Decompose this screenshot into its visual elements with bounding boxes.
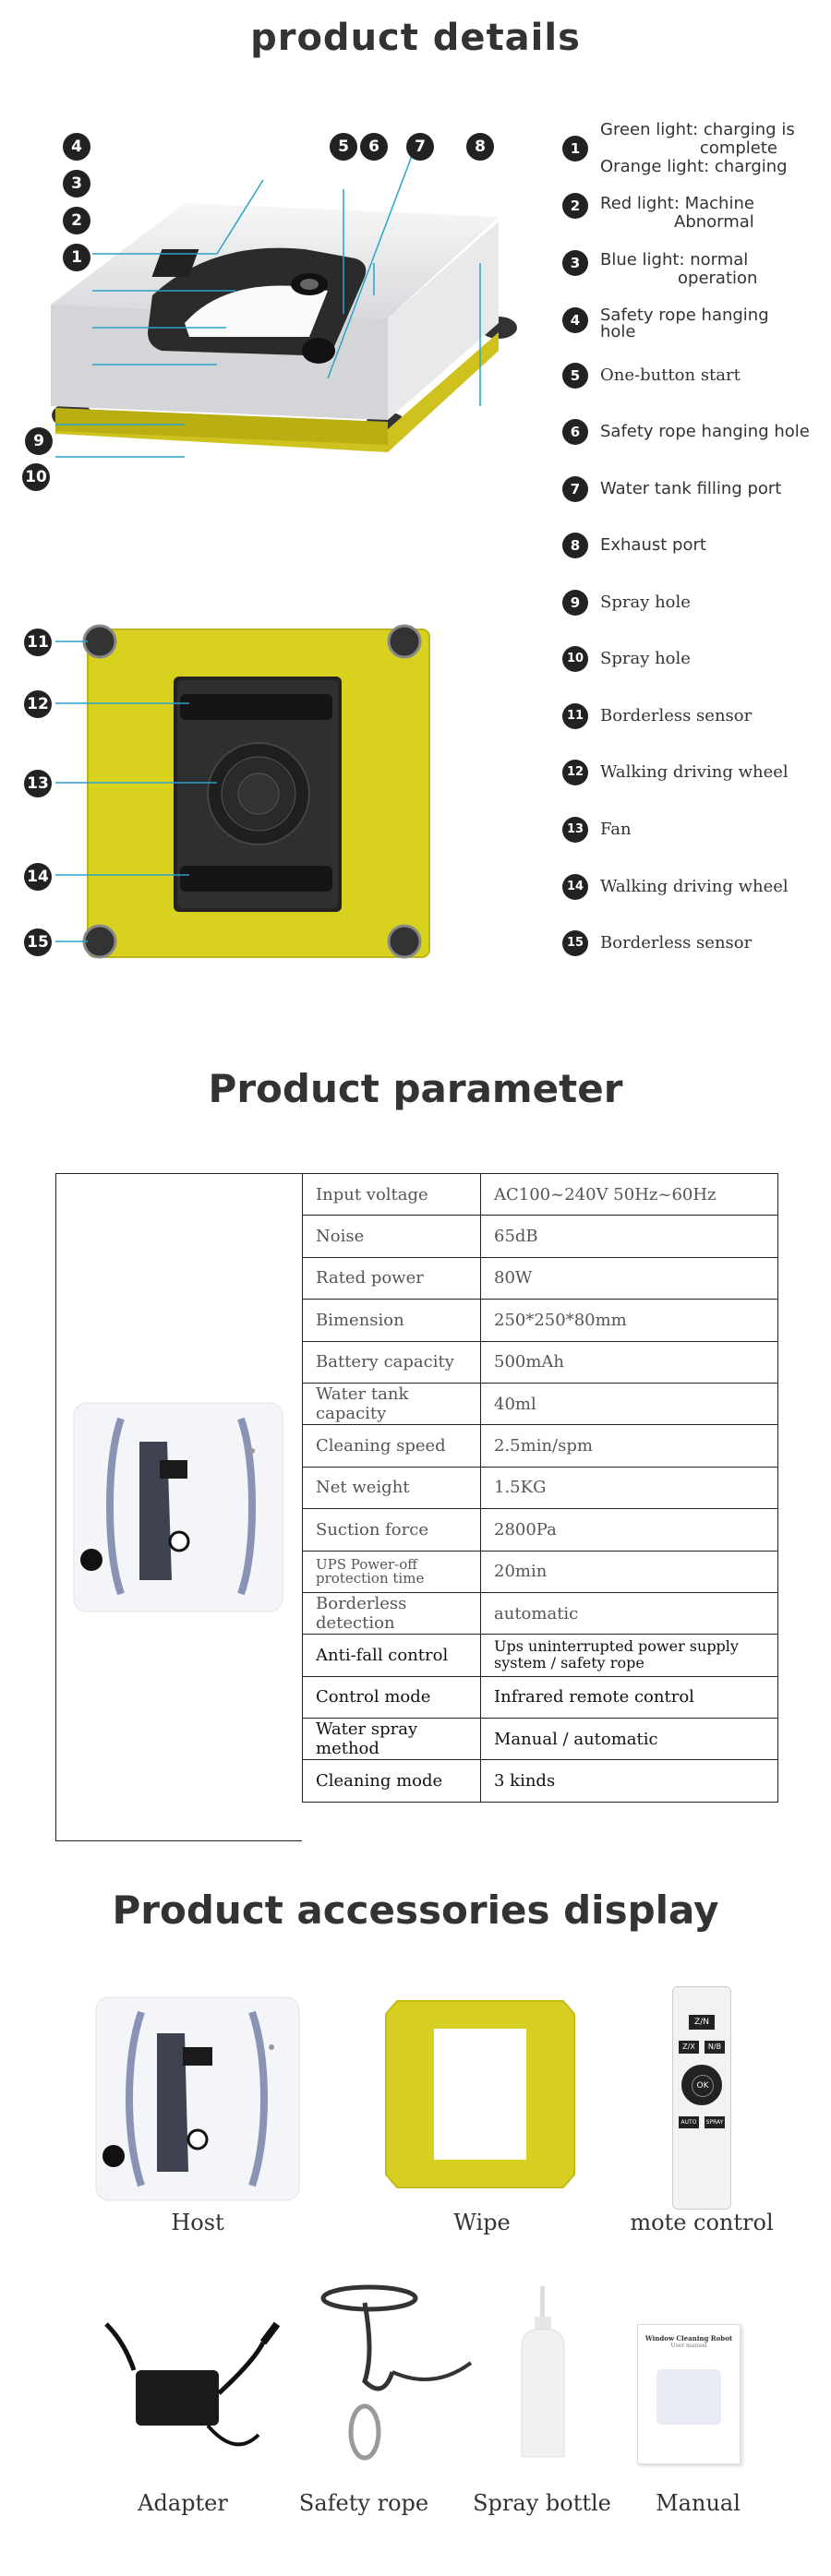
legend-item-1: Green light: charging is complete Orange light: charging [600, 120, 795, 176]
details-title: product details [250, 17, 581, 59]
robot-bottom-illustration [0, 609, 462, 978]
accessories-title: Product accessories display [112, 1887, 719, 1933]
robot-front-image [56, 1174, 302, 1840]
parameter-value: 3 kinds [481, 1760, 778, 1802]
legend-num: 6 [562, 419, 588, 445]
callout-4: 4 [63, 133, 90, 161]
parameter-value: automatic [481, 1592, 778, 1634]
manual-subtitle: User manual [670, 2342, 707, 2349]
parameter-value: 250*250*80mm [481, 1300, 778, 1341]
parameter-label: Cleaning speed [303, 1425, 481, 1467]
parameter-row [303, 1257, 778, 1299]
legend-item-11: Borderless sensor [600, 706, 753, 725]
legend-item-14: Walking driving wheel [600, 877, 789, 896]
parameter-label: Suction force [303, 1509, 481, 1551]
parameter-row [303, 1551, 778, 1592]
remote-right-button: N/B [705, 2041, 725, 2054]
legend-num: 13 [562, 817, 588, 843]
callout-7: 7 [406, 133, 434, 161]
legend-item-9: Spray hole [600, 593, 691, 612]
legend-item-7: Water tank filling port [600, 479, 782, 498]
parameter-title: Product parameter [208, 1066, 623, 1111]
parameter-label: Bimension [303, 1300, 481, 1341]
legend-item-6: Safety rope hanging hole [600, 422, 810, 441]
parameter-value: AC100~240V 50Hz~60Hz [481, 1174, 778, 1216]
callout-12: 12 [24, 690, 52, 718]
spray-bottle-image [512, 2282, 577, 2466]
accessory-spray-bottle: Spray bottle [473, 2490, 611, 2516]
parameter-value: 40ml [481, 1383, 778, 1424]
legend-num: 10 [562, 646, 588, 672]
parameter-row [303, 1216, 778, 1257]
legend-num: 3 [562, 250, 588, 276]
parameter-row [303, 1719, 778, 1760]
parameter-value: 80W [481, 1257, 778, 1299]
legend-num: 12 [562, 760, 588, 785]
accessory-remote: mote control [630, 2210, 774, 2235]
callout-10: 10 [22, 463, 50, 491]
parameter-row [303, 1760, 778, 1802]
parameter-label: UPS Power-off protection time [303, 1551, 481, 1592]
legend-item-10: Spray hole [600, 649, 691, 668]
parameter-label: Input voltage [303, 1174, 481, 1216]
parameter-value: 65dB [481, 1216, 778, 1257]
parameter-row [303, 1509, 778, 1551]
parameter-label: Anti-fall control [303, 1635, 481, 1676]
callout-11: 11 [24, 629, 52, 656]
callout-8: 8 [466, 133, 494, 161]
accessory-safety-rope: Safety rope [298, 2490, 429, 2516]
callout-13: 13 [24, 770, 52, 797]
parameter-label: Borderless detection [303, 1592, 481, 1634]
legend-num: 5 [562, 363, 588, 389]
remote-top-button: Z/N [689, 2015, 715, 2030]
callout-5: 5 [330, 133, 357, 161]
remote-auto-button: AUTO [679, 2116, 699, 2128]
parameter-row [303, 1383, 778, 1424]
parameter-label: Noise [303, 1216, 481, 1257]
parameter-value: 500mAh [481, 1341, 778, 1383]
callout-3: 3 [63, 170, 90, 198]
manual-cover-picture [656, 2369, 721, 2425]
safety-rope-image [314, 2280, 480, 2464]
parameter-value: 2800Pa [481, 1509, 778, 1551]
legend-item-4: Safety rope hanging hole [600, 306, 769, 341]
legend-num: 8 [562, 533, 588, 558]
parameter-label: Water spray method [303, 1719, 481, 1760]
parameter-label: Cleaning mode [303, 1760, 481, 1802]
accessory-manual: Manual [656, 2490, 741, 2516]
parameter-value: 1.5KG [481, 1467, 778, 1508]
legend-num: 7 [562, 476, 588, 502]
manual-image [637, 2324, 741, 2464]
wipe-image [379, 1992, 584, 2197]
parameter-row [303, 1341, 778, 1383]
callout-1: 1 [63, 244, 90, 271]
legend-num: 14 [562, 874, 588, 900]
parameter-value: Ups uninterrupted power supply system / safety rope [481, 1635, 778, 1676]
remote-left-button: Z/X [679, 2041, 699, 2054]
parameter-label: Net weight [303, 1467, 481, 1508]
remote-image [672, 1986, 731, 2210]
legend-num: 15 [562, 930, 588, 956]
legend-num: 9 [562, 590, 588, 616]
parameter-value: Infrared remote control [481, 1676, 778, 1718]
legend-num: 1 [562, 136, 588, 162]
parameter-row [303, 1676, 778, 1718]
accessory-host: Host [171, 2210, 224, 2235]
accessory-adapter: Adapter [138, 2490, 228, 2516]
parameter-row [303, 1425, 778, 1467]
parameter-row [303, 1592, 778, 1634]
legend-item-8: Exhaust port [600, 535, 706, 555]
callout-14: 14 [24, 863, 52, 891]
parameter-label: Rated power [303, 1257, 481, 1299]
parameter-value: Manual / automatic [481, 1719, 778, 1760]
parameter-row [303, 1174, 778, 1216]
legend-num: 4 [562, 307, 588, 333]
callout-15: 15 [24, 929, 52, 956]
callout-2: 2 [63, 207, 90, 234]
parameter-value: 20min [481, 1551, 778, 1592]
parameter-label: Water tank capacity [303, 1383, 481, 1424]
remote-ok-button: OK [692, 2075, 714, 2097]
parameter-row [303, 1300, 778, 1341]
parameter-value: 2.5min/spm [481, 1425, 778, 1467]
host-image [90, 1992, 305, 2206]
callout-6: 6 [360, 133, 388, 161]
legend-item-2: Red light: Machine Abnormal [600, 194, 754, 232]
parameter-row [303, 1467, 778, 1508]
callout-9: 9 [25, 427, 53, 455]
legend-num: 11 [562, 703, 588, 729]
legend-item-3: Blue light: normal operation [600, 250, 758, 288]
legend-num: 2 [562, 193, 588, 219]
legend-item-13: Fan [600, 820, 632, 839]
parameter-label: Control mode [303, 1676, 481, 1718]
legend-item-12: Walking driving wheel [600, 762, 789, 782]
parameter-label: Battery capacity [303, 1341, 481, 1383]
adapter-image [97, 2306, 282, 2462]
manual-title: Window Cleaning Robot [644, 2334, 733, 2342]
legend-item-5: One-button start [600, 365, 741, 385]
legend-item-15: Borderless sensor [600, 933, 753, 953]
parameter-image-cell [55, 1173, 302, 1841]
parameter-row [303, 1635, 778, 1676]
parameter-table [302, 1173, 778, 1803]
remote-spray-button: SPRAY [705, 2116, 725, 2128]
accessory-wipe: Wipe [453, 2210, 511, 2235]
